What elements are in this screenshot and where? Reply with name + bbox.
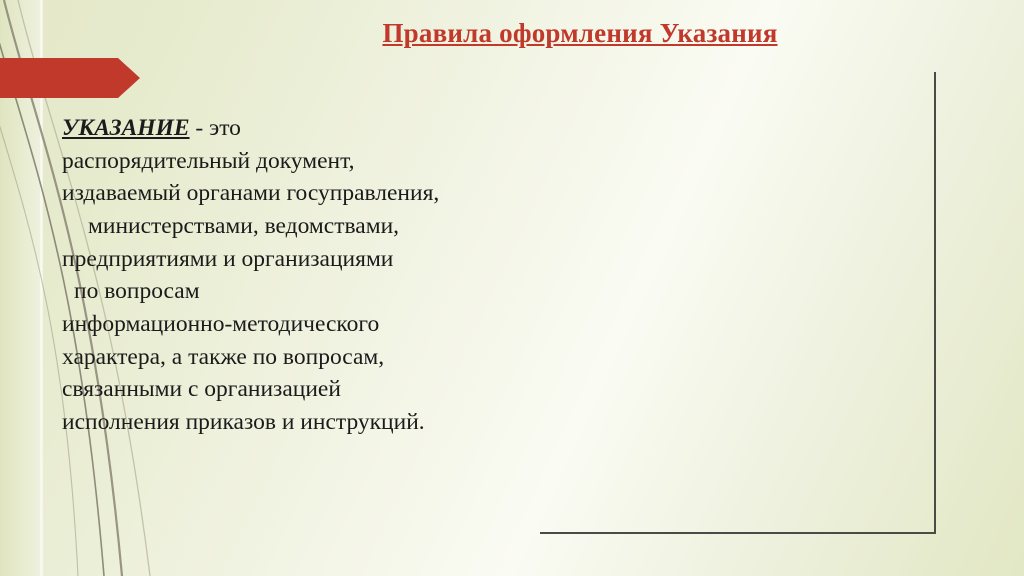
body-line: характера, а также по вопросам, [62,343,385,370]
definition-keyword-suffix: - это [189,115,241,141]
frame-horizontal-line [540,532,936,534]
body-line: министерствами, ведомствами, [88,212,400,239]
accent-arrow-banner [0,58,140,98]
body-line: информационно-методического [62,310,380,337]
body-line: связанными с организацией [62,376,341,403]
body-line: предприятиями и организациями [62,245,394,272]
body-line: распорядительный документ, [62,147,355,174]
slide-body-text [62,112,622,439]
frame-vertical-line [934,72,936,534]
definition-first-line [62,112,622,145]
body-line: по вопросам [74,278,200,305]
body-line: издаваемый органами госуправления, [62,180,440,207]
body-line: исполнения приказов и инструкций. [62,408,425,435]
definition-keyword: УКАЗАНИЕ [62,115,190,141]
page-title: Правила оформления Указания [382,18,778,48]
